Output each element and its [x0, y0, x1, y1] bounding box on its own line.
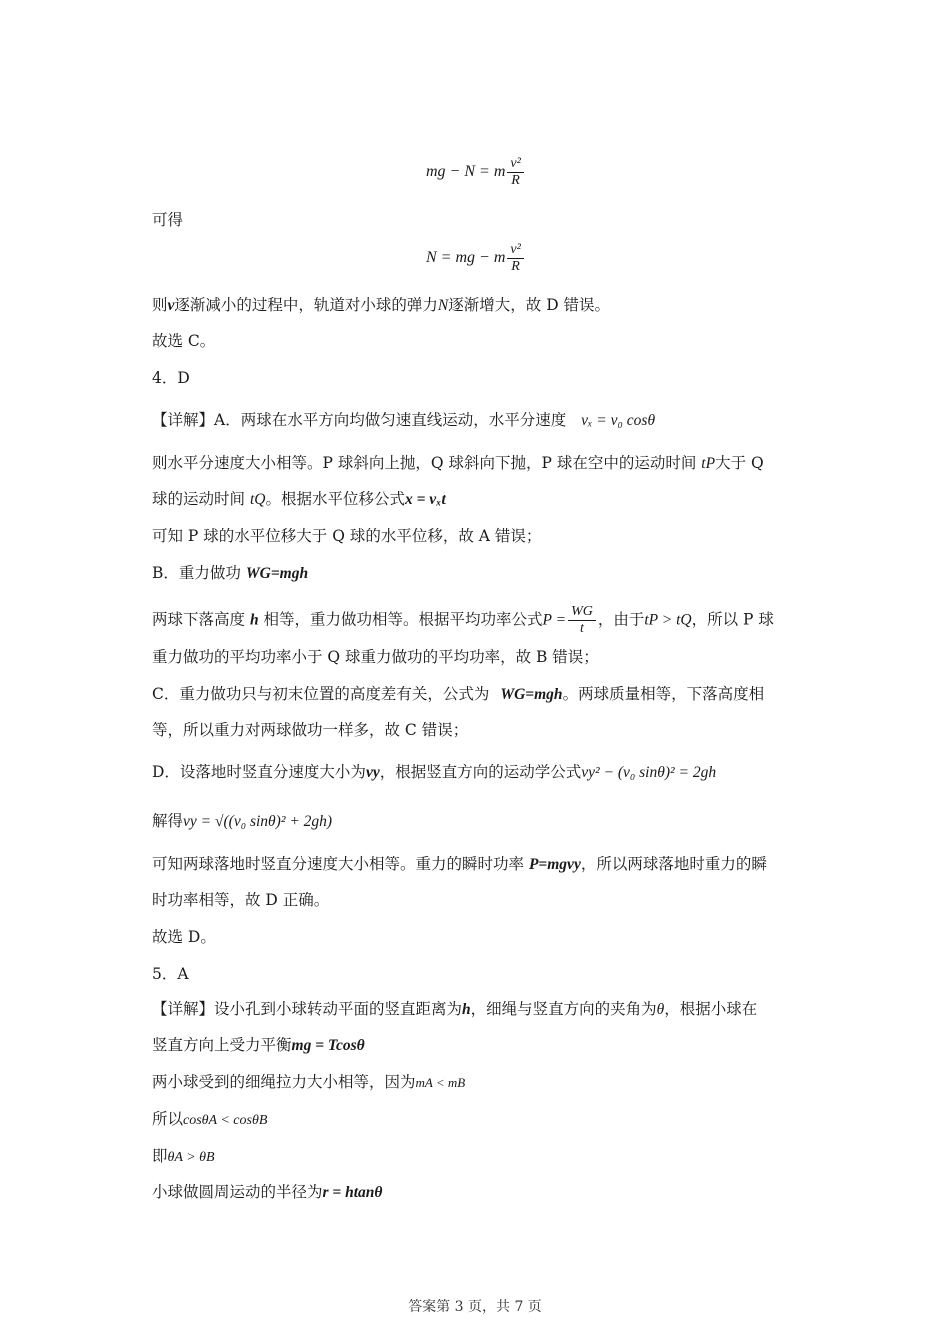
eq2-lhs: N = mg − m: [426, 249, 506, 267]
q5d-text: 所以: [152, 1110, 184, 1128]
formula-equilibrium: mg = Tcosθ: [291, 1037, 365, 1054]
formula-tp-gt-tq: tP > tQ: [644, 611, 692, 629]
q5a-text: 【详解】设小孔到小球转动平面的竖直距离为: [152, 1000, 463, 1018]
eq1-numerator: v²: [507, 156, 523, 173]
q4-line-b: [152, 452, 764, 475]
q5-line-d: [152, 1108, 267, 1132]
eq1-lhs: mg − N = m: [426, 163, 506, 181]
ze-c: 逐渐增大，故 D 错误。: [448, 296, 611, 314]
paragraph-ze: [152, 294, 610, 317]
formula-mass-compare: mA < mB: [415, 1075, 466, 1090]
formula-cos-compare: cosθA < cosθB: [183, 1113, 268, 1128]
ze-v: v: [167, 297, 175, 314]
q5-line-c: [152, 1071, 465, 1094]
q5e-text: 即: [152, 1147, 168, 1165]
formula-vy-solution: vy = √((v₀ sinθ)² + 2gh): [183, 813, 333, 830]
q4h-text: C．重力做功只与初末位置的高度差有关，公式为: [152, 685, 490, 703]
q4j-text2: ，根据竖直方向的运动学公式: [379, 763, 582, 781]
q4f-text4: ，所以 P 球: [691, 610, 774, 629]
q5a-text3: ，根据小球在: [664, 1000, 758, 1018]
answer-choice-d: 故选 D。: [152, 928, 216, 946]
ze-n: N: [437, 297, 449, 314]
q4-line-m: 时功率相等，故 D 正确。: [152, 891, 330, 909]
q5-line-e: [152, 1145, 215, 1169]
formula-wg-2: WG=mgh: [500, 686, 563, 703]
formula-p-instant: P=mgvy: [528, 856, 581, 873]
q4f-text3: ，由于: [597, 610, 645, 629]
q4k-text: 解得: [152, 812, 184, 830]
q4c-text: 球的运动时间: [152, 490, 246, 508]
formula-kinematics: vy² − (v₀ sinθ)² = 2gh: [581, 764, 717, 781]
q4f-text: 两球下落高度: [152, 610, 246, 629]
formula-tq: tQ: [249, 491, 266, 508]
q5c-text: 两小球受到的细绳拉力大小相等，因为: [152, 1073, 416, 1091]
formula-x: x = vₓt: [404, 491, 446, 508]
text-keyi: 可得: [152, 211, 184, 229]
q5a-text2: ，细绳与竖直方向的夹角为: [470, 1000, 657, 1018]
q4-line-i: 等，所以重力对两球做功一样多，故 C 错误；: [152, 721, 469, 739]
page-footer: 答案第 3 页，共 7 页: [408, 1299, 542, 1315]
p-numerator: WG: [568, 604, 596, 621]
q4-line-j: [152, 761, 716, 784]
q4-line-k: [152, 810, 332, 833]
eq1-denominator: R: [511, 173, 520, 188]
q4-line-f: [152, 604, 774, 637]
q4h-text2: 。两球质量相等，下落高度相: [562, 685, 765, 703]
p-denominator: t: [580, 621, 584, 636]
formula-vx: vₓ = v₀ cosθ: [581, 412, 656, 429]
equation-normal-force: [426, 242, 526, 275]
q4j-text: D．设落地时竖直分速度大小为: [152, 763, 366, 781]
q4-line-c: [152, 488, 446, 511]
q5-line-a: [152, 998, 757, 1021]
ze-a: 则: [152, 296, 168, 314]
answer-choice-c: 故选 C。: [152, 332, 216, 350]
q4-line-e: [152, 562, 308, 585]
q4b-text2: 大于 Q: [715, 454, 764, 472]
q4a-text: 【详解】A．两球在水平方向均做匀速直线运动，水平分速度: [152, 411, 567, 429]
question-4-heading: 4．D: [152, 369, 190, 387]
q5f-text: 小球做圆周运动的半径为: [152, 1183, 323, 1201]
q4-line-l: [152, 853, 767, 876]
q4b-text: 则水平分速度大小相等。P 球斜向上抛，Q 球斜向下抛，P 球在空中的运动时间: [152, 454, 697, 472]
q5-line-f: [152, 1181, 382, 1204]
q4-line-d: 可知 P 球的水平位移大于 Q 球的水平位移，故 A 错误；: [152, 527, 542, 545]
formula-vy: vy: [365, 764, 380, 781]
q4e-text: B．重力做功: [152, 564, 241, 582]
formula-wg: WG=mgh: [245, 565, 309, 582]
formula-radius: r = htanθ: [322, 1184, 383, 1201]
q4f-text2: 相等，重力做功相等。根据平均功率公式: [263, 610, 543, 629]
q4-line-g: 重力做功的平均功率小于 Q 球重力做功的平均功率，故 B 错误；: [152, 648, 599, 666]
formula-theta-compare: θA > θB: [167, 1150, 215, 1165]
q4-line-a: [152, 409, 655, 432]
q4l-text: 可知两球落地时竖直分速度大小相等。重力的瞬时功率: [152, 855, 525, 873]
formula-tp: tP: [701, 455, 716, 472]
formula-h-2: h: [462, 1001, 471, 1018]
q5-line-b: [152, 1034, 365, 1057]
formula-theta: θ: [656, 1001, 665, 1018]
formula-p: P =: [542, 611, 567, 629]
question-5-heading: 5．A: [152, 965, 189, 983]
q4l-text2: ，所以两球落地时重力的瞬: [580, 855, 767, 873]
q5b-text: 竖直方向上受力平衡: [152, 1036, 292, 1054]
formula-h: h: [249, 611, 259, 629]
q4c-text2: 。根据水平位移公式: [265, 490, 405, 508]
ze-b: 逐渐减小的过程中，轨道对小球的弹力: [174, 296, 438, 314]
eq2-numerator: v²: [507, 242, 523, 259]
equation-centripetal: [426, 156, 526, 189]
q4-line-h: [152, 683, 764, 706]
eq2-denominator: R: [511, 259, 520, 274]
